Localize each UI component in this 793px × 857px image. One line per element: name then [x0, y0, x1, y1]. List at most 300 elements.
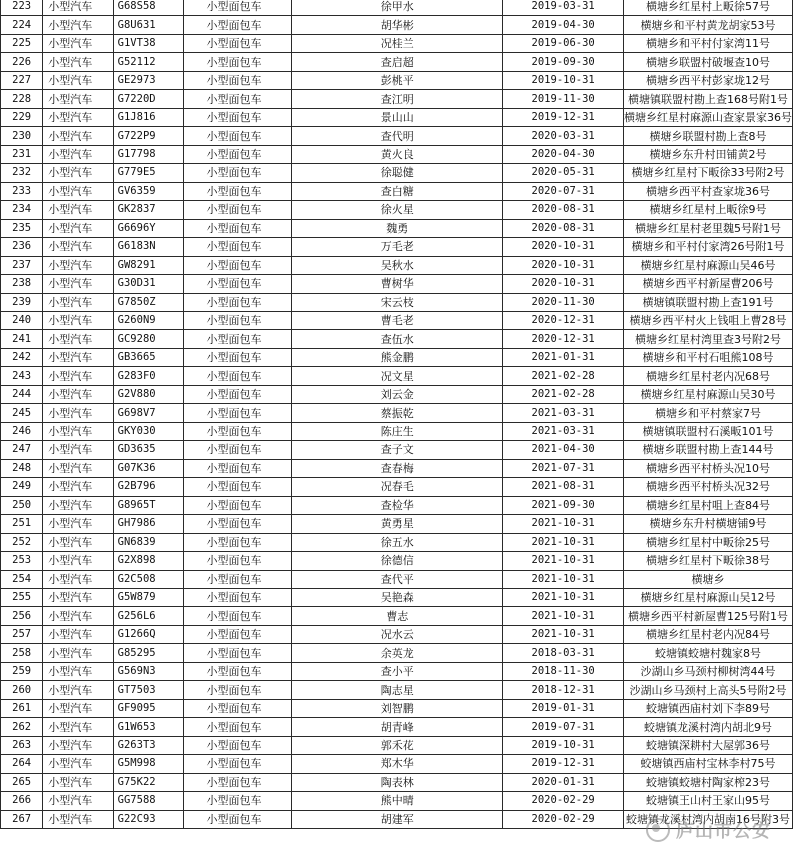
- row-number-cell: 253: [1, 552, 43, 570]
- vehicle-model-cell: 小型面包车: [184, 34, 292, 52]
- vehicle-model-cell: 小型面包车: [184, 16, 292, 34]
- plate-number-cell: G6183N: [113, 238, 184, 256]
- expiry-date-cell: 2020-02-29: [503, 792, 624, 810]
- expiry-date-cell: 2020-03-31: [503, 127, 624, 145]
- table-row: [1, 570, 793, 588]
- vehicle-model-cell: 小型面包车: [184, 53, 292, 71]
- expiry-date-cell: 2019-06-30: [503, 34, 624, 52]
- table-row: [1, 34, 793, 52]
- plate-number-cell: G85295: [113, 644, 184, 662]
- table-body: [1, 0, 793, 829]
- plate-number-cell: G260N9: [113, 311, 184, 329]
- table-row: [1, 625, 793, 643]
- table-row: [1, 459, 793, 477]
- table-row: [1, 108, 793, 126]
- address-cell: 蛟塘镇深耕村大屋郭36号: [623, 736, 792, 754]
- address-cell: 横塘乡红星村上畈徐9号: [623, 201, 792, 219]
- owner-name-cell: 徐甲水: [292, 0, 503, 16]
- expiry-date-cell: 2018-03-31: [503, 644, 624, 662]
- wechat-logo-icon: [646, 818, 670, 842]
- expiry-date-cell: 2021-10-31: [503, 570, 624, 588]
- row-number-cell: 232: [1, 164, 43, 182]
- expiry-date-cell: 2021-10-31: [503, 533, 624, 551]
- owner-name-cell: 查代平: [292, 570, 503, 588]
- vehicle-type-cell: 小型汽车: [43, 164, 113, 182]
- vehicle-model-cell: 小型面包车: [184, 681, 292, 699]
- vehicle-model-cell: 小型面包车: [184, 219, 292, 237]
- row-number-cell: 252: [1, 533, 43, 551]
- address-cell: 横塘镇联盟村勘上查191号: [623, 293, 792, 311]
- expiry-date-cell: 2021-04-30: [503, 441, 624, 459]
- plate-number-cell: GE2973: [113, 71, 184, 89]
- row-number-cell: 251: [1, 515, 43, 533]
- address-cell: 蛟塘镇蛟塘村魏家8号: [623, 644, 792, 662]
- row-number-cell: 231: [1, 145, 43, 163]
- row-number-cell: 247: [1, 441, 43, 459]
- table-row: [1, 773, 793, 791]
- table-row: [1, 607, 793, 625]
- row-number-cell: 224: [1, 16, 43, 34]
- address-cell: 横塘乡西平村火上钱咀上曹28号: [623, 311, 792, 329]
- owner-name-cell: 况春毛: [292, 478, 503, 496]
- vehicle-model-cell: 小型面包车: [184, 164, 292, 182]
- vehicle-model-cell: 小型面包车: [184, 201, 292, 219]
- address-cell: 横塘乡东升村横塘铺9号: [623, 515, 792, 533]
- row-number-cell: 229: [1, 108, 43, 126]
- vehicle-type-cell: 小型汽车: [43, 533, 113, 551]
- expiry-date-cell: 2018-11-30: [503, 662, 624, 680]
- expiry-date-cell: 2021-03-31: [503, 422, 624, 440]
- vehicle-type-cell: 小型汽车: [43, 219, 113, 237]
- vehicle-model-cell: 小型面包车: [184, 589, 292, 607]
- expiry-date-cell: 2021-02-28: [503, 385, 624, 403]
- vehicle-type-cell: 小型汽车: [43, 330, 113, 348]
- vehicle-model-cell: 小型面包车: [184, 699, 292, 717]
- owner-name-cell: 刘智鹏: [292, 699, 503, 717]
- row-number-cell: 246: [1, 422, 43, 440]
- row-number-cell: 263: [1, 736, 43, 754]
- owner-name-cell: 蔡振乾: [292, 404, 503, 422]
- address-cell: 横塘乡: [623, 570, 792, 588]
- table-row: [1, 552, 793, 570]
- owner-name-cell: 彭桃平: [292, 71, 503, 89]
- expiry-date-cell: 2020-02-29: [503, 810, 624, 828]
- table-row: [1, 644, 793, 662]
- expiry-date-cell: 2021-03-31: [503, 404, 624, 422]
- owner-name-cell: 查代明: [292, 127, 503, 145]
- vehicle-type-cell: 小型汽车: [43, 108, 113, 126]
- vehicle-type-cell: 小型汽车: [43, 422, 113, 440]
- table-row: [1, 533, 793, 551]
- address-cell: 横塘乡联盟村勘上查8号: [623, 127, 792, 145]
- watermark: [646, 817, 771, 843]
- row-number-cell: 241: [1, 330, 43, 348]
- owner-name-cell: 魏勇: [292, 219, 503, 237]
- row-number-cell: 266: [1, 792, 43, 810]
- owner-name-cell: 徐聪健: [292, 164, 503, 182]
- table-row: [1, 127, 793, 145]
- plate-number-cell: GN6839: [113, 533, 184, 551]
- owner-name-cell: 徐德信: [292, 552, 503, 570]
- owner-name-cell: 查春梅: [292, 459, 503, 477]
- vehicle-model-cell: 小型面包车: [184, 422, 292, 440]
- row-number-cell: 261: [1, 699, 43, 717]
- vehicle-type-cell: 小型汽车: [43, 478, 113, 496]
- vehicle-model-cell: 小型面包车: [184, 385, 292, 403]
- plate-number-cell: G6696Y: [113, 219, 184, 237]
- table-row: [1, 367, 793, 385]
- vehicle-type-cell: 小型汽车: [43, 127, 113, 145]
- plate-number-cell: G07K36: [113, 459, 184, 477]
- expiry-date-cell: 2021-08-31: [503, 478, 624, 496]
- row-number-cell: 240: [1, 311, 43, 329]
- address-cell: 横塘乡红星村中畈徐25号: [623, 533, 792, 551]
- address-cell: 沙湖山乡马颈村柳树湾44号: [623, 662, 792, 680]
- table-row: [1, 182, 793, 200]
- row-number-cell: 257: [1, 625, 43, 643]
- plate-number-cell: G5M998: [113, 755, 184, 773]
- plate-number-cell: G569N3: [113, 662, 184, 680]
- address-cell: 横塘乡和平村付家湾11号: [623, 34, 792, 52]
- address-cell: 蛟塘镇蛟塘村陶家榨23号: [623, 773, 792, 791]
- table-row: [1, 422, 793, 440]
- expiry-date-cell: 2020-10-31: [503, 275, 624, 293]
- vehicle-type-cell: 小型汽车: [43, 385, 113, 403]
- plate-number-cell: G2V880: [113, 385, 184, 403]
- vehicle-model-cell: 小型面包车: [184, 367, 292, 385]
- vehicle-model-cell: 小型面包车: [184, 570, 292, 588]
- expiry-date-cell: 2021-01-31: [503, 348, 624, 366]
- expiry-date-cell: 2020-10-31: [503, 238, 624, 256]
- plate-number-cell: G1J816: [113, 108, 184, 126]
- table-row: [1, 164, 793, 182]
- vehicle-model-cell: 小型面包车: [184, 496, 292, 514]
- owner-name-cell: 胡青峰: [292, 718, 503, 736]
- vehicle-model-cell: 小型面包车: [184, 145, 292, 163]
- table-row: [1, 441, 793, 459]
- address-cell: 横塘乡联盟村破堰查10号: [623, 53, 792, 71]
- expiry-date-cell: 2021-10-31: [503, 625, 624, 643]
- plate-number-cell: GD3635: [113, 441, 184, 459]
- vehicle-model-cell: 小型面包车: [184, 330, 292, 348]
- expiry-date-cell: 2020-12-31: [503, 330, 624, 348]
- row-number-cell: 236: [1, 238, 43, 256]
- table-row: [1, 53, 793, 71]
- plate-number-cell: GT7503: [113, 681, 184, 699]
- address-cell: 横塘乡红星村麻源山吴30号: [623, 385, 792, 403]
- vehicle-model-cell: 小型面包车: [184, 404, 292, 422]
- vehicle-type-cell: 小型汽车: [43, 755, 113, 773]
- row-number-cell: 254: [1, 570, 43, 588]
- expiry-date-cell: 2020-08-31: [503, 219, 624, 237]
- row-number-cell: 250: [1, 496, 43, 514]
- vehicle-type-cell: 小型汽车: [43, 275, 113, 293]
- owner-name-cell: 郑木华: [292, 755, 503, 773]
- expiry-date-cell: 2021-10-31: [503, 515, 624, 533]
- table-row: [1, 718, 793, 736]
- owner-name-cell: 吴艳森: [292, 589, 503, 607]
- vehicle-model-cell: 小型面包车: [184, 662, 292, 680]
- vehicle-type-cell: 小型汽车: [43, 311, 113, 329]
- address-cell: 蛟塘镇西庙村宝林李村75号: [623, 755, 792, 773]
- expiry-date-cell: 2021-07-31: [503, 459, 624, 477]
- owner-name-cell: 熊金鹏: [292, 348, 503, 366]
- address-cell: 横塘乡红星村老内况68号: [623, 367, 792, 385]
- address-cell: 横塘乡东升村田铺黄2号: [623, 145, 792, 163]
- owner-name-cell: 宋云枝: [292, 293, 503, 311]
- vehicle-model-cell: 小型面包车: [184, 127, 292, 145]
- plate-number-cell: G1266Q: [113, 625, 184, 643]
- address-cell: 横塘乡红星村下畈徐33号附2号: [623, 164, 792, 182]
- plate-number-cell: G283F0: [113, 367, 184, 385]
- plate-number-cell: GF9095: [113, 699, 184, 717]
- table-row: [1, 589, 793, 607]
- vehicle-type-cell: 小型汽车: [43, 441, 113, 459]
- row-number-cell: 260: [1, 681, 43, 699]
- table-row: [1, 755, 793, 773]
- vehicle-type-cell: 小型汽车: [43, 589, 113, 607]
- address-cell: 横塘乡红星村麻源山吴46号: [623, 256, 792, 274]
- owner-name-cell: 黄火良: [292, 145, 503, 163]
- table-row: [1, 736, 793, 754]
- table-row: [1, 16, 793, 34]
- plate-number-cell: G68S58: [113, 0, 184, 16]
- table-row: [1, 496, 793, 514]
- row-number-cell: 234: [1, 201, 43, 219]
- address-cell: 横塘乡西平村桥头况32号: [623, 478, 792, 496]
- table-row: [1, 293, 793, 311]
- vehicle-type-cell: 小型汽车: [43, 662, 113, 680]
- table-row: [1, 681, 793, 699]
- expiry-date-cell: 2020-01-31: [503, 773, 624, 791]
- table-row: [1, 699, 793, 717]
- vehicle-type-cell: 小型汽车: [43, 404, 113, 422]
- address-cell: 蛟塘镇龙溪村湾内胡北9号: [623, 718, 792, 736]
- plate-number-cell: G256L6: [113, 607, 184, 625]
- plate-number-cell: G2B796: [113, 478, 184, 496]
- address-cell: 横塘乡红星村上畈徐57号: [623, 0, 792, 16]
- vehicle-model-cell: 小型面包车: [184, 256, 292, 274]
- vehicle-type-cell: 小型汽车: [43, 607, 113, 625]
- vehicle-model-cell: 小型面包车: [184, 275, 292, 293]
- address-cell: 横塘乡西平村新屋曹206号: [623, 275, 792, 293]
- plate-number-cell: G7220D: [113, 90, 184, 108]
- vehicle-type-cell: 小型汽车: [43, 90, 113, 108]
- owner-name-cell: 查启超: [292, 53, 503, 71]
- watermark-text: 庐山市公安: [676, 821, 771, 842]
- vehicle-type-cell: 小型汽车: [43, 681, 113, 699]
- vehicle-type-cell: 小型汽车: [43, 145, 113, 163]
- plate-number-cell: G263T3: [113, 736, 184, 754]
- vehicle-model-cell: 小型面包车: [184, 238, 292, 256]
- table-row: [1, 256, 793, 274]
- row-number-cell: 235: [1, 219, 43, 237]
- table-row: [1, 311, 793, 329]
- address-cell: 蛟塘镇王山村王家山95号: [623, 792, 792, 810]
- address-cell: 沙湖山乡马颈村上高头5号附2号: [623, 681, 792, 699]
- owner-name-cell: 万毛老: [292, 238, 503, 256]
- expiry-date-cell: 2020-07-31: [503, 182, 624, 200]
- vehicle-model-cell: 小型面包车: [184, 552, 292, 570]
- vehicle-type-cell: 小型汽车: [43, 773, 113, 791]
- expiry-date-cell: 2020-08-31: [503, 201, 624, 219]
- plate-number-cell: G52112: [113, 53, 184, 71]
- vehicle-type-cell: 小型汽车: [43, 699, 113, 717]
- address-cell: 横塘乡红星村下畈徐38号: [623, 552, 792, 570]
- vehicle-type-cell: 小型汽车: [43, 293, 113, 311]
- row-number-cell: 258: [1, 644, 43, 662]
- row-number-cell: 227: [1, 71, 43, 89]
- plate-number-cell: G5W879: [113, 589, 184, 607]
- expiry-date-cell: 2020-10-31: [503, 256, 624, 274]
- vehicle-type-cell: 小型汽车: [43, 367, 113, 385]
- expiry-date-cell: 2019-04-30: [503, 16, 624, 34]
- row-number-cell: 262: [1, 718, 43, 736]
- owner-name-cell: 况水云: [292, 625, 503, 643]
- vehicle-model-cell: 小型面包车: [184, 0, 292, 16]
- vehicle-model-cell: 小型面包车: [184, 607, 292, 625]
- table-row: [1, 330, 793, 348]
- plate-number-cell: GK2837: [113, 201, 184, 219]
- vehicle-model-cell: 小型面包车: [184, 755, 292, 773]
- owner-name-cell: 曹志: [292, 607, 503, 625]
- plate-number-cell: GG7588: [113, 792, 184, 810]
- vehicle-model-cell: 小型面包车: [184, 644, 292, 662]
- table-row: [1, 385, 793, 403]
- owner-name-cell: 郭禾花: [292, 736, 503, 754]
- address-cell: 横塘乡红星村麻源山吴12号: [623, 589, 792, 607]
- row-number-cell: 226: [1, 53, 43, 71]
- owner-name-cell: 陶志星: [292, 681, 503, 699]
- row-number-cell: 249: [1, 478, 43, 496]
- table-row: [1, 348, 793, 366]
- owner-name-cell: 徐五水: [292, 533, 503, 551]
- owner-name-cell: 查江明: [292, 90, 503, 108]
- address-cell: 横塘乡西平村新屋曹125号附1号: [623, 607, 792, 625]
- plate-number-cell: G22C93: [113, 810, 184, 828]
- plate-number-cell: G698V7: [113, 404, 184, 422]
- table-row: [1, 71, 793, 89]
- plate-number-cell: GB3665: [113, 348, 184, 366]
- row-number-cell: 237: [1, 256, 43, 274]
- vehicle-model-cell: 小型面包车: [184, 182, 292, 200]
- vehicle-type-cell: 小型汽车: [43, 0, 113, 16]
- row-number-cell: 267: [1, 810, 43, 828]
- plate-number-cell: G1W653: [113, 718, 184, 736]
- vehicle-type-cell: 小型汽车: [43, 570, 113, 588]
- owner-name-cell: 曹树华: [292, 275, 503, 293]
- address-cell: 横塘乡红星村咀上查84号: [623, 496, 792, 514]
- vehicle-model-cell: 小型面包车: [184, 293, 292, 311]
- address-cell: 横塘乡西平村桥头况10号: [623, 459, 792, 477]
- vehicle-type-cell: 小型汽车: [43, 496, 113, 514]
- plate-number-cell: G75K22: [113, 773, 184, 791]
- row-number-cell: 245: [1, 404, 43, 422]
- vehicle-model-cell: 小型面包车: [184, 311, 292, 329]
- table-row: [1, 478, 793, 496]
- vehicle-model-cell: 小型面包车: [184, 90, 292, 108]
- expiry-date-cell: 2020-04-30: [503, 145, 624, 163]
- expiry-date-cell: 2018-12-31: [503, 681, 624, 699]
- expiry-date-cell: 2019-01-31: [503, 699, 624, 717]
- plate-number-cell: G1VT38: [113, 34, 184, 52]
- expiry-date-cell: 2019-09-30: [503, 53, 624, 71]
- owner-name-cell: 查白糖: [292, 182, 503, 200]
- vehicle-type-cell: 小型汽车: [43, 736, 113, 754]
- row-number-cell: 225: [1, 34, 43, 52]
- row-number-cell: 233: [1, 182, 43, 200]
- vehicle-type-cell: 小型汽车: [43, 459, 113, 477]
- owner-name-cell: 吴秋水: [292, 256, 503, 274]
- vehicle-type-cell: 小型汽车: [43, 16, 113, 34]
- owner-name-cell: 黄勇星: [292, 515, 503, 533]
- address-cell: 横塘乡联盟村勘上查144号: [623, 441, 792, 459]
- row-number-cell: 255: [1, 589, 43, 607]
- table-row: [1, 0, 793, 16]
- table-row: [1, 662, 793, 680]
- vehicle-model-cell: 小型面包车: [184, 810, 292, 828]
- row-number-cell: 264: [1, 755, 43, 773]
- table-row: [1, 275, 793, 293]
- plate-number-cell: GH7986: [113, 515, 184, 533]
- expiry-date-cell: 2019-07-31: [503, 718, 624, 736]
- row-number-cell: 259: [1, 662, 43, 680]
- plate-number-cell: G2C508: [113, 570, 184, 588]
- owner-name-cell: 查小平: [292, 662, 503, 680]
- vehicle-model-cell: 小型面包车: [184, 625, 292, 643]
- address-cell: 横塘乡和平村付家湾26号附1号: [623, 238, 792, 256]
- owner-name-cell: 刘云金: [292, 385, 503, 403]
- expiry-date-cell: 2020-12-31: [503, 311, 624, 329]
- expiry-date-cell: 2019-10-31: [503, 71, 624, 89]
- address-cell: 蛟塘镇西庙村刘下李89号: [623, 699, 792, 717]
- row-number-cell: 239: [1, 293, 43, 311]
- owner-name-cell: 陈庄生: [292, 422, 503, 440]
- plate-number-cell: G7850Z: [113, 293, 184, 311]
- table-row: [1, 515, 793, 533]
- expiry-date-cell: 2021-10-31: [503, 607, 624, 625]
- owner-name-cell: 余英龙: [292, 644, 503, 662]
- address-cell: 横塘乡红星村麻源山查家景家36号: [623, 108, 792, 126]
- table-row: [1, 404, 793, 422]
- vehicle-type-cell: 小型汽车: [43, 644, 113, 662]
- vehicle-type-cell: 小型汽车: [43, 718, 113, 736]
- row-number-cell: 242: [1, 348, 43, 366]
- expiry-date-cell: 2021-02-28: [503, 367, 624, 385]
- address-cell: 横塘乡西平村查家垅36号: [623, 182, 792, 200]
- vehicle-model-cell: 小型面包车: [184, 348, 292, 366]
- expiry-date-cell: 2019-03-31: [503, 0, 624, 16]
- vehicle-model-cell: 小型面包车: [184, 478, 292, 496]
- plate-number-cell: G30D31: [113, 275, 184, 293]
- table-row: [1, 238, 793, 256]
- owner-name-cell: 徐火星: [292, 201, 503, 219]
- plate-number-cell: GV6359: [113, 182, 184, 200]
- vehicle-model-cell: 小型面包车: [184, 71, 292, 89]
- row-number-cell: 244: [1, 385, 43, 403]
- expiry-date-cell: 2020-11-30: [503, 293, 624, 311]
- expiry-date-cell: 2021-10-31: [503, 552, 624, 570]
- vehicle-type-cell: 小型汽车: [43, 625, 113, 643]
- vehicle-type-cell: 小型汽车: [43, 53, 113, 71]
- row-number-cell: 243: [1, 367, 43, 385]
- owner-name-cell: 查子文: [292, 441, 503, 459]
- owner-name-cell: 况文星: [292, 367, 503, 385]
- vehicle-type-cell: 小型汽车: [43, 238, 113, 256]
- row-number-cell: 238: [1, 275, 43, 293]
- table-row: [1, 90, 793, 108]
- row-number-cell: 223: [1, 0, 43, 16]
